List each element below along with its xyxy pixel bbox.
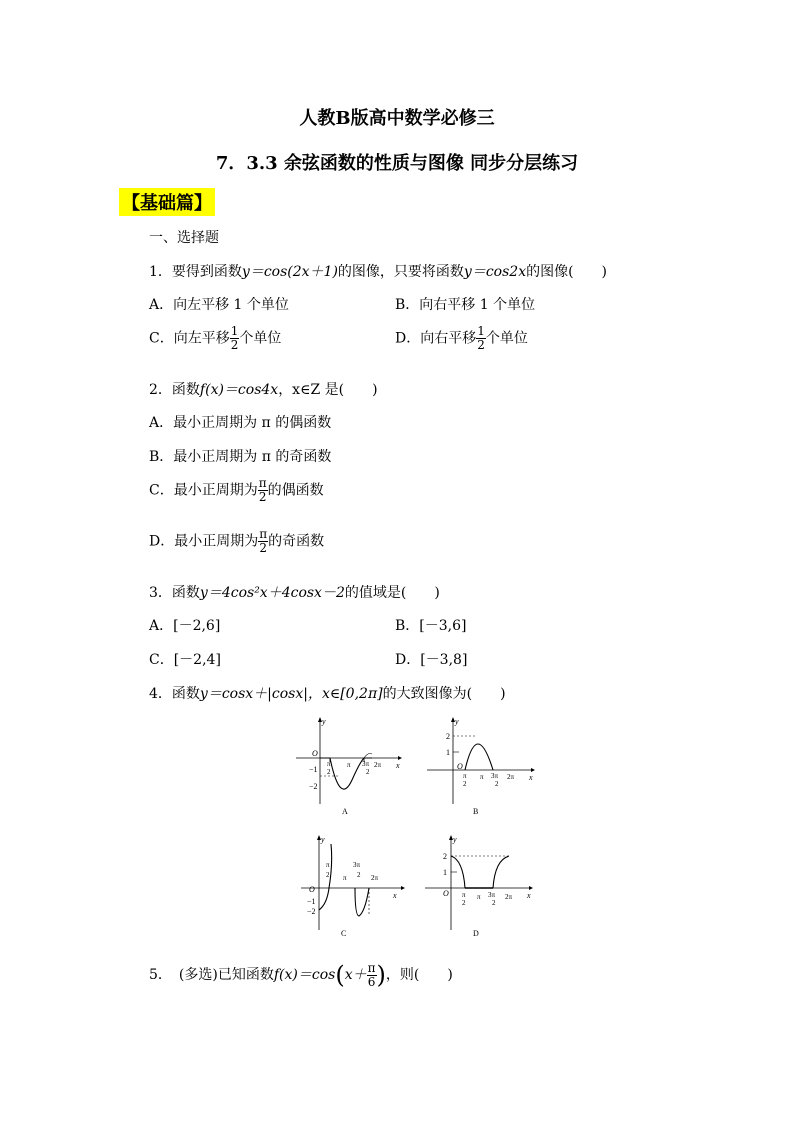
tick-pi: π — [477, 893, 481, 901]
tick-pi: π — [347, 761, 351, 769]
question-4-stem: 4．函数y＝cosx＋|cosx|，x∈[0,2π]的大致图像为( ) — [149, 686, 506, 702]
tick-minus2: −2 — [307, 907, 316, 916]
q3-option-a: A．[－2,6] — [149, 618, 221, 634]
tick-2pi: 2π — [507, 773, 515, 781]
tick-1: 1 — [443, 868, 447, 877]
graph-caption: A — [342, 807, 348, 816]
origin-label: O — [309, 885, 315, 894]
tick-2: 2 — [443, 852, 447, 861]
x-label: x — [393, 891, 397, 900]
tick-3pi-half-num: 3π — [491, 772, 499, 780]
graph-caption: C — [341, 929, 347, 938]
q1-option-d: D．向右平移 $\frac{1}{2}$ 个单位 — [395, 324, 528, 352]
graph-b — [425, 714, 537, 818]
tick-minus1: −1 — [307, 897, 316, 906]
x-label: x — [527, 891, 531, 900]
q2-option-a: A．最小正周期为 π 的偶函数 — [149, 415, 332, 431]
y-label: y — [322, 717, 326, 726]
tick-pi-half-den: 2 — [327, 768, 331, 776]
page-title: 人教B版高中数学必修三 — [299, 108, 495, 129]
tick-pi-half-num: π — [463, 772, 467, 780]
tick-pi-half-den: 2 — [462, 899, 466, 907]
curve-right — [355, 888, 369, 916]
q1-option-c: C．向左平移 $\frac{1}{2}$ 个单位 — [149, 324, 282, 352]
tick-pi-half-num: π — [462, 891, 466, 899]
question-2-stem: 2．函数f(x)＝cos4x，x∈Z 是( ) — [149, 382, 378, 398]
y-label: y — [321, 835, 325, 844]
question-1-stem: 1．要得到函数y＝cos(2x＋1)的图像，只要将函数y＝cos2x的图像( ) — [149, 264, 608, 280]
tick-3pi-half-den: 2 — [492, 899, 496, 907]
curve-right — [493, 856, 509, 888]
q1-option-a: A．向左平移 1 个单位 — [149, 297, 289, 313]
graph-d — [423, 834, 535, 940]
question-3-stem: 3．函数y＝4cos²x＋4cosx－2的值域是( ) — [149, 585, 440, 601]
q3-option-c: C．[－2,4] — [149, 652, 221, 668]
origin-label: O — [312, 749, 318, 758]
y-label: y — [455, 717, 459, 726]
y-label: y — [453, 835, 457, 844]
tick-pi-half-num: π — [327, 760, 331, 768]
tick-3pi-half-num: 3π — [353, 861, 361, 869]
tick-3pi-half-den: 2 — [357, 871, 361, 879]
tick-3pi-half-num: 3π — [362, 760, 370, 768]
tick-pi-half-den: 2 — [463, 780, 467, 788]
tick-2: 2 — [446, 732, 450, 741]
tick-2pi: 2π — [505, 893, 513, 901]
graph-c — [297, 834, 409, 940]
q3-option-d: D．[－3,8] — [395, 652, 468, 668]
tick-pi-half-num: π — [326, 861, 330, 869]
q2-option-d: D．最小正周期为 $\frac{\pi}{2}$ 的奇函数 — [149, 527, 325, 555]
tick-2pi: 2π — [371, 874, 379, 882]
tick-3pi-half-num: 3π — [488, 891, 496, 899]
section-heading: 一、选择题 — [149, 230, 219, 246]
origin-label: O — [443, 889, 449, 898]
q2-option-b: B．最小正周期为 π 的奇函数 — [149, 449, 332, 465]
tick-3pi-half-den: 2 — [495, 780, 499, 788]
x-label: x — [529, 773, 533, 782]
graph-caption: B — [473, 807, 479, 816]
q3-option-b: B．[－3,6] — [395, 618, 467, 634]
tick-minus1: −1 — [309, 765, 318, 774]
tick-2pi: 2π — [374, 761, 382, 769]
page-subtitle: 7．3.3 余弦函数的性质与图像 同步分层练习 — [215, 153, 579, 174]
tick-3pi-half-den: 2 — [366, 768, 370, 776]
tick-pi-half-den: 2 — [326, 871, 330, 879]
x-label: x — [396, 761, 400, 770]
q2-option-c: C．最小正周期为 $\frac{\pi}{2}$ 的偶函数 — [149, 476, 324, 504]
section-tag: 【基础篇】 — [119, 188, 215, 216]
graph-caption: D — [473, 929, 479, 938]
tick-pi: π — [343, 874, 347, 882]
curve — [465, 744, 493, 770]
tick-pi: π — [480, 773, 484, 781]
q1-option-b: B．向右平移 1 个单位 — [395, 297, 536, 313]
graph-a — [292, 714, 404, 818]
tick-1: 1 — [446, 748, 450, 757]
tick-minus2: −2 — [309, 782, 318, 791]
question-5-stem: 5． (多选)已知函数f(x)＝cos(x＋ $\frac{\pi}{6}$ )，则( ) — [149, 960, 453, 989]
origin-label: O — [457, 762, 463, 771]
